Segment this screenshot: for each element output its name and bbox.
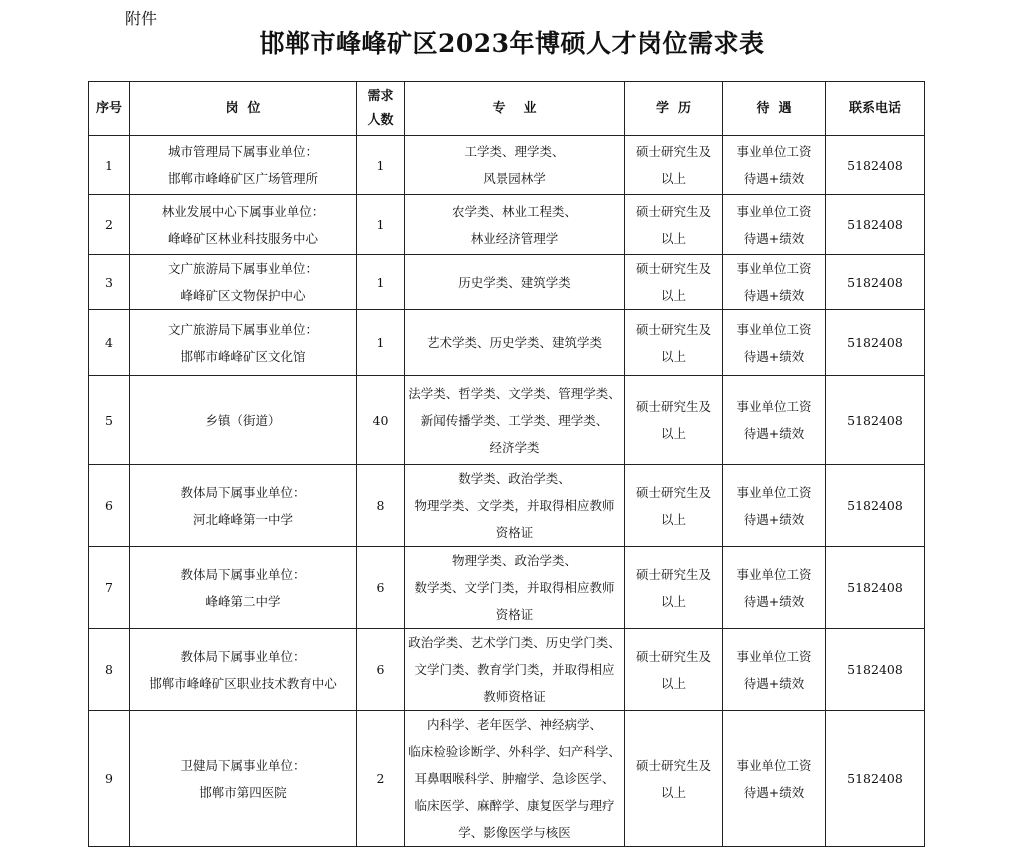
cell-education-line: 硕士研究生及: [635, 261, 711, 276]
cell-position-line: 峰峰矿区林业科技服务中心: [167, 230, 318, 246]
cell-position: [130, 376, 357, 465]
cell-treatment: [723, 376, 826, 465]
table-row: [89, 255, 925, 310]
cell-major-line: 教师资格证: [483, 689, 546, 704]
cell-position: [130, 629, 357, 711]
cell-seq: 2: [89, 195, 130, 255]
cell-education-line: 硕士研究生及: [635, 566, 711, 582]
cell-count: 1: [357, 310, 405, 376]
cell-phone: 5182408: [826, 465, 925, 547]
cell-position-line: 文广旅游局下属事业单位：: [167, 321, 318, 337]
cell-education-line: 以上: [660, 230, 686, 246]
cell-position: [130, 310, 357, 376]
cell-treatment-line: 待遇+绩效: [743, 675, 805, 691]
cell-position-line: 卫健局下属事业单位：: [180, 757, 306, 773]
cell-treatment: [723, 465, 826, 547]
cell-major-line: 物理学类、文学类，并取得相应教师: [414, 498, 615, 513]
cell-treatment-line: 事业单位工资: [736, 321, 812, 337]
cell-major-line: 文学门类、教育学门类，并取得相应: [414, 662, 615, 677]
cell-major-line: 物理学类、政治学类、: [451, 553, 577, 568]
cell-treatment: [723, 255, 826, 310]
cell-major: [405, 195, 625, 255]
cell-position-line: 邯郸市峰峰矿区职业技术教育中心: [149, 675, 337, 691]
header-count-line1: 需求: [367, 88, 394, 104]
cell-phone: 5182408: [826, 136, 925, 195]
cell-major-line: 艺术学类、历史学类、建筑学类: [426, 335, 602, 350]
cell-education: [625, 255, 723, 310]
cell-major-line: 学、影像医学与核医: [458, 825, 571, 840]
header-education: 学 历: [625, 82, 723, 136]
cell-major: [405, 711, 625, 847]
cell-count: 40: [357, 376, 405, 465]
cell-major-line: 风景园林学: [483, 171, 546, 186]
cell-phone: 5182408: [826, 547, 925, 629]
cell-phone: 5182408: [826, 711, 925, 847]
cell-education: [625, 136, 723, 195]
cell-education-line: 硕士研究生及: [635, 757, 711, 773]
cell-treatment: [723, 310, 826, 376]
cell-major-line: 政治学类、艺术学门类、历史学门类、: [408, 635, 621, 650]
cell-count: 8: [357, 465, 405, 547]
cell-major-line: 农学类、林业工程类、: [451, 203, 577, 219]
cell-education-line: 硕士研究生及: [635, 144, 711, 159]
cell-treatment-line: 事业单位工资: [736, 566, 812, 582]
cell-major-line: 历史学类、建筑学类: [458, 274, 571, 290]
cell-phone: 5182408: [826, 376, 925, 465]
table-row: [89, 195, 925, 255]
header-major: 专 业: [405, 82, 625, 136]
cell-education-line: 以上: [660, 675, 686, 691]
cell-seq: 3: [89, 255, 130, 310]
cell-major: [405, 465, 625, 547]
cell-education-line: 以上: [660, 784, 686, 800]
table-row: [89, 376, 925, 465]
cell-education: [625, 629, 723, 711]
cell-position-line: 教体局下属事业单位：: [180, 648, 306, 664]
cell-count: 1: [357, 195, 405, 255]
page-title: 邯郸市峰峰矿区2023年博硕人才岗位需求表: [259, 29, 765, 58]
header-count: [357, 82, 405, 136]
cell-education-line: 以上: [660, 348, 686, 364]
cell-major: [405, 629, 625, 711]
table-body: [89, 136, 925, 847]
cell-education-line: 以上: [660, 511, 686, 527]
cell-position: [130, 711, 357, 847]
cell-treatment-line: 待遇+绩效: [743, 288, 805, 303]
cell-position: [130, 465, 357, 547]
cell-phone: 5182408: [826, 629, 925, 711]
cell-position-line: 教体局下属事业单位：: [180, 566, 306, 582]
cell-education-line: 硕士研究生及: [635, 203, 711, 219]
cell-position-line: 邯郸市峰峰矿区广场管理所: [167, 171, 318, 186]
cell-treatment-line: 事业单位工资: [736, 399, 812, 414]
cell-treatment: [723, 195, 826, 255]
cell-treatment-line: 待遇+绩效: [743, 511, 805, 527]
cell-education-line: 硕士研究生及: [635, 399, 711, 414]
cell-major-line: 临床检验诊断学、外科学、妇产科学、: [408, 744, 621, 759]
cell-major-line: 数学类、文学门类，并取得相应教师: [414, 580, 615, 595]
cell-treatment-line: 事业单位工资: [736, 757, 812, 773]
cell-education: [625, 547, 723, 629]
cell-major-line: 数学类、政治学类、: [458, 471, 571, 486]
cell-major: [405, 547, 625, 629]
cell-treatment-line: 待遇+绩效: [743, 230, 805, 246]
cell-education-line: 硕士研究生及: [635, 321, 711, 337]
cell-treatment-line: 待遇+绩效: [743, 171, 805, 186]
table-row: [89, 136, 925, 195]
cell-major: [405, 136, 625, 195]
cell-major-line: 新闻传播学类、工学类、理学类、: [420, 412, 609, 428]
cell-seq: 7: [89, 547, 130, 629]
cell-education-line: 硕士研究生及: [635, 484, 711, 500]
cell-major-line: 资格证: [495, 525, 534, 540]
cell-position: [130, 136, 357, 195]
table-row: [89, 629, 925, 711]
cell-phone: 5182408: [826, 195, 925, 255]
cell-position-line: 峰峰第二中学: [205, 593, 281, 609]
cell-major-line: 经济学类: [489, 439, 540, 455]
cell-treatment: [723, 629, 826, 711]
cell-position: [130, 195, 357, 255]
header-seq: 序号: [89, 82, 130, 136]
cell-seq: 6: [89, 465, 130, 547]
cell-major-line: 临床医学、麻醉学、康复医学与理疗: [414, 798, 615, 813]
cell-treatment-line: 待遇+绩效: [743, 593, 805, 609]
cell-education: [625, 465, 723, 547]
header-treatment: 待 遇: [723, 82, 826, 136]
cell-education: [625, 711, 723, 847]
table-header-row: [89, 82, 925, 136]
cell-position-line: 教体局下属事业单位：: [180, 484, 306, 500]
cell-count: 6: [357, 547, 405, 629]
cell-major-line: 工学类、理学类、: [464, 144, 565, 159]
cell-position-line: 邯郸市第四医院: [199, 784, 287, 800]
cell-position-line: 城市管理局下属事业单位：: [167, 144, 318, 159]
cell-major: [405, 376, 625, 465]
table-row: [89, 310, 925, 376]
cell-treatment: [723, 711, 826, 847]
cell-treatment-line: 事业单位工资: [736, 484, 812, 500]
cell-count: 6: [357, 629, 405, 711]
cell-position-line: 邯郸市峰峰矿区文化馆: [180, 348, 306, 364]
cell-education-line: 以上: [660, 171, 686, 186]
cell-position-line: 乡镇（街道）: [205, 412, 281, 428]
cell-position-line: 峰峰矿区文物保护中心: [180, 288, 306, 303]
cell-major: [405, 255, 625, 310]
cell-seq: 4: [89, 310, 130, 376]
cell-seq: 5: [89, 376, 130, 465]
cell-seq: 9: [89, 711, 130, 847]
cell-seq: 1: [89, 136, 130, 195]
header-count-line2: 人数: [367, 112, 394, 128]
header-phone: 联系电话: [826, 82, 925, 136]
cell-education-line: 硕士研究生及: [635, 648, 711, 664]
cell-treatment: [723, 547, 826, 629]
cell-education-line: 以上: [660, 593, 686, 609]
header-position: 岗 位: [130, 82, 357, 136]
job-demand-table: [88, 81, 925, 847]
cell-education: [625, 376, 723, 465]
cell-treatment-line: 事业单位工资: [736, 144, 812, 159]
cell-treatment-line: 待遇+绩效: [743, 426, 805, 441]
cell-treatment-line: 事业单位工资: [736, 648, 812, 664]
table-row: [89, 711, 925, 847]
cell-education: [625, 310, 723, 376]
cell-position: [130, 547, 357, 629]
cell-major: [405, 310, 625, 376]
cell-major-line: 资格证: [495, 607, 534, 622]
cell-phone: 5182408: [826, 310, 925, 376]
cell-treatment: [723, 136, 826, 195]
cell-major-line: 内科学、老年医学、神经病学、: [426, 717, 602, 732]
cell-major-line: 林业经济管理学: [470, 230, 559, 246]
table-row: [89, 465, 925, 547]
cell-education-line: 以上: [660, 426, 686, 441]
table-row: [89, 547, 925, 629]
cell-count: 1: [357, 136, 405, 195]
cell-education: [625, 195, 723, 255]
attachment-label: 附件: [125, 9, 158, 28]
cell-count: 1: [357, 255, 405, 310]
cell-position: [130, 255, 357, 310]
cell-major-line: 耳鼻咽喉科学、肿瘤学、急诊医学、: [414, 771, 615, 786]
cell-education-line: 以上: [660, 288, 686, 303]
cell-position-line: 河北峰峰第一中学: [192, 511, 293, 527]
cell-treatment-line: 待遇+绩效: [743, 784, 805, 800]
cell-major-line: 法学类、哲学类、文学类、管理学类、: [408, 385, 621, 401]
cell-position-line: 文广旅游局下属事业单位：: [167, 261, 318, 276]
cell-treatment-line: 待遇+绩效: [743, 348, 805, 364]
cell-treatment-line: 事业单位工资: [736, 261, 812, 276]
cell-count: 2: [357, 711, 405, 847]
cell-seq: 8: [89, 629, 130, 711]
cell-position-line: 林业发展中心下属事业单位：: [161, 203, 325, 219]
cell-treatment-line: 事业单位工资: [736, 203, 812, 219]
cell-phone: 5182408: [826, 255, 925, 310]
